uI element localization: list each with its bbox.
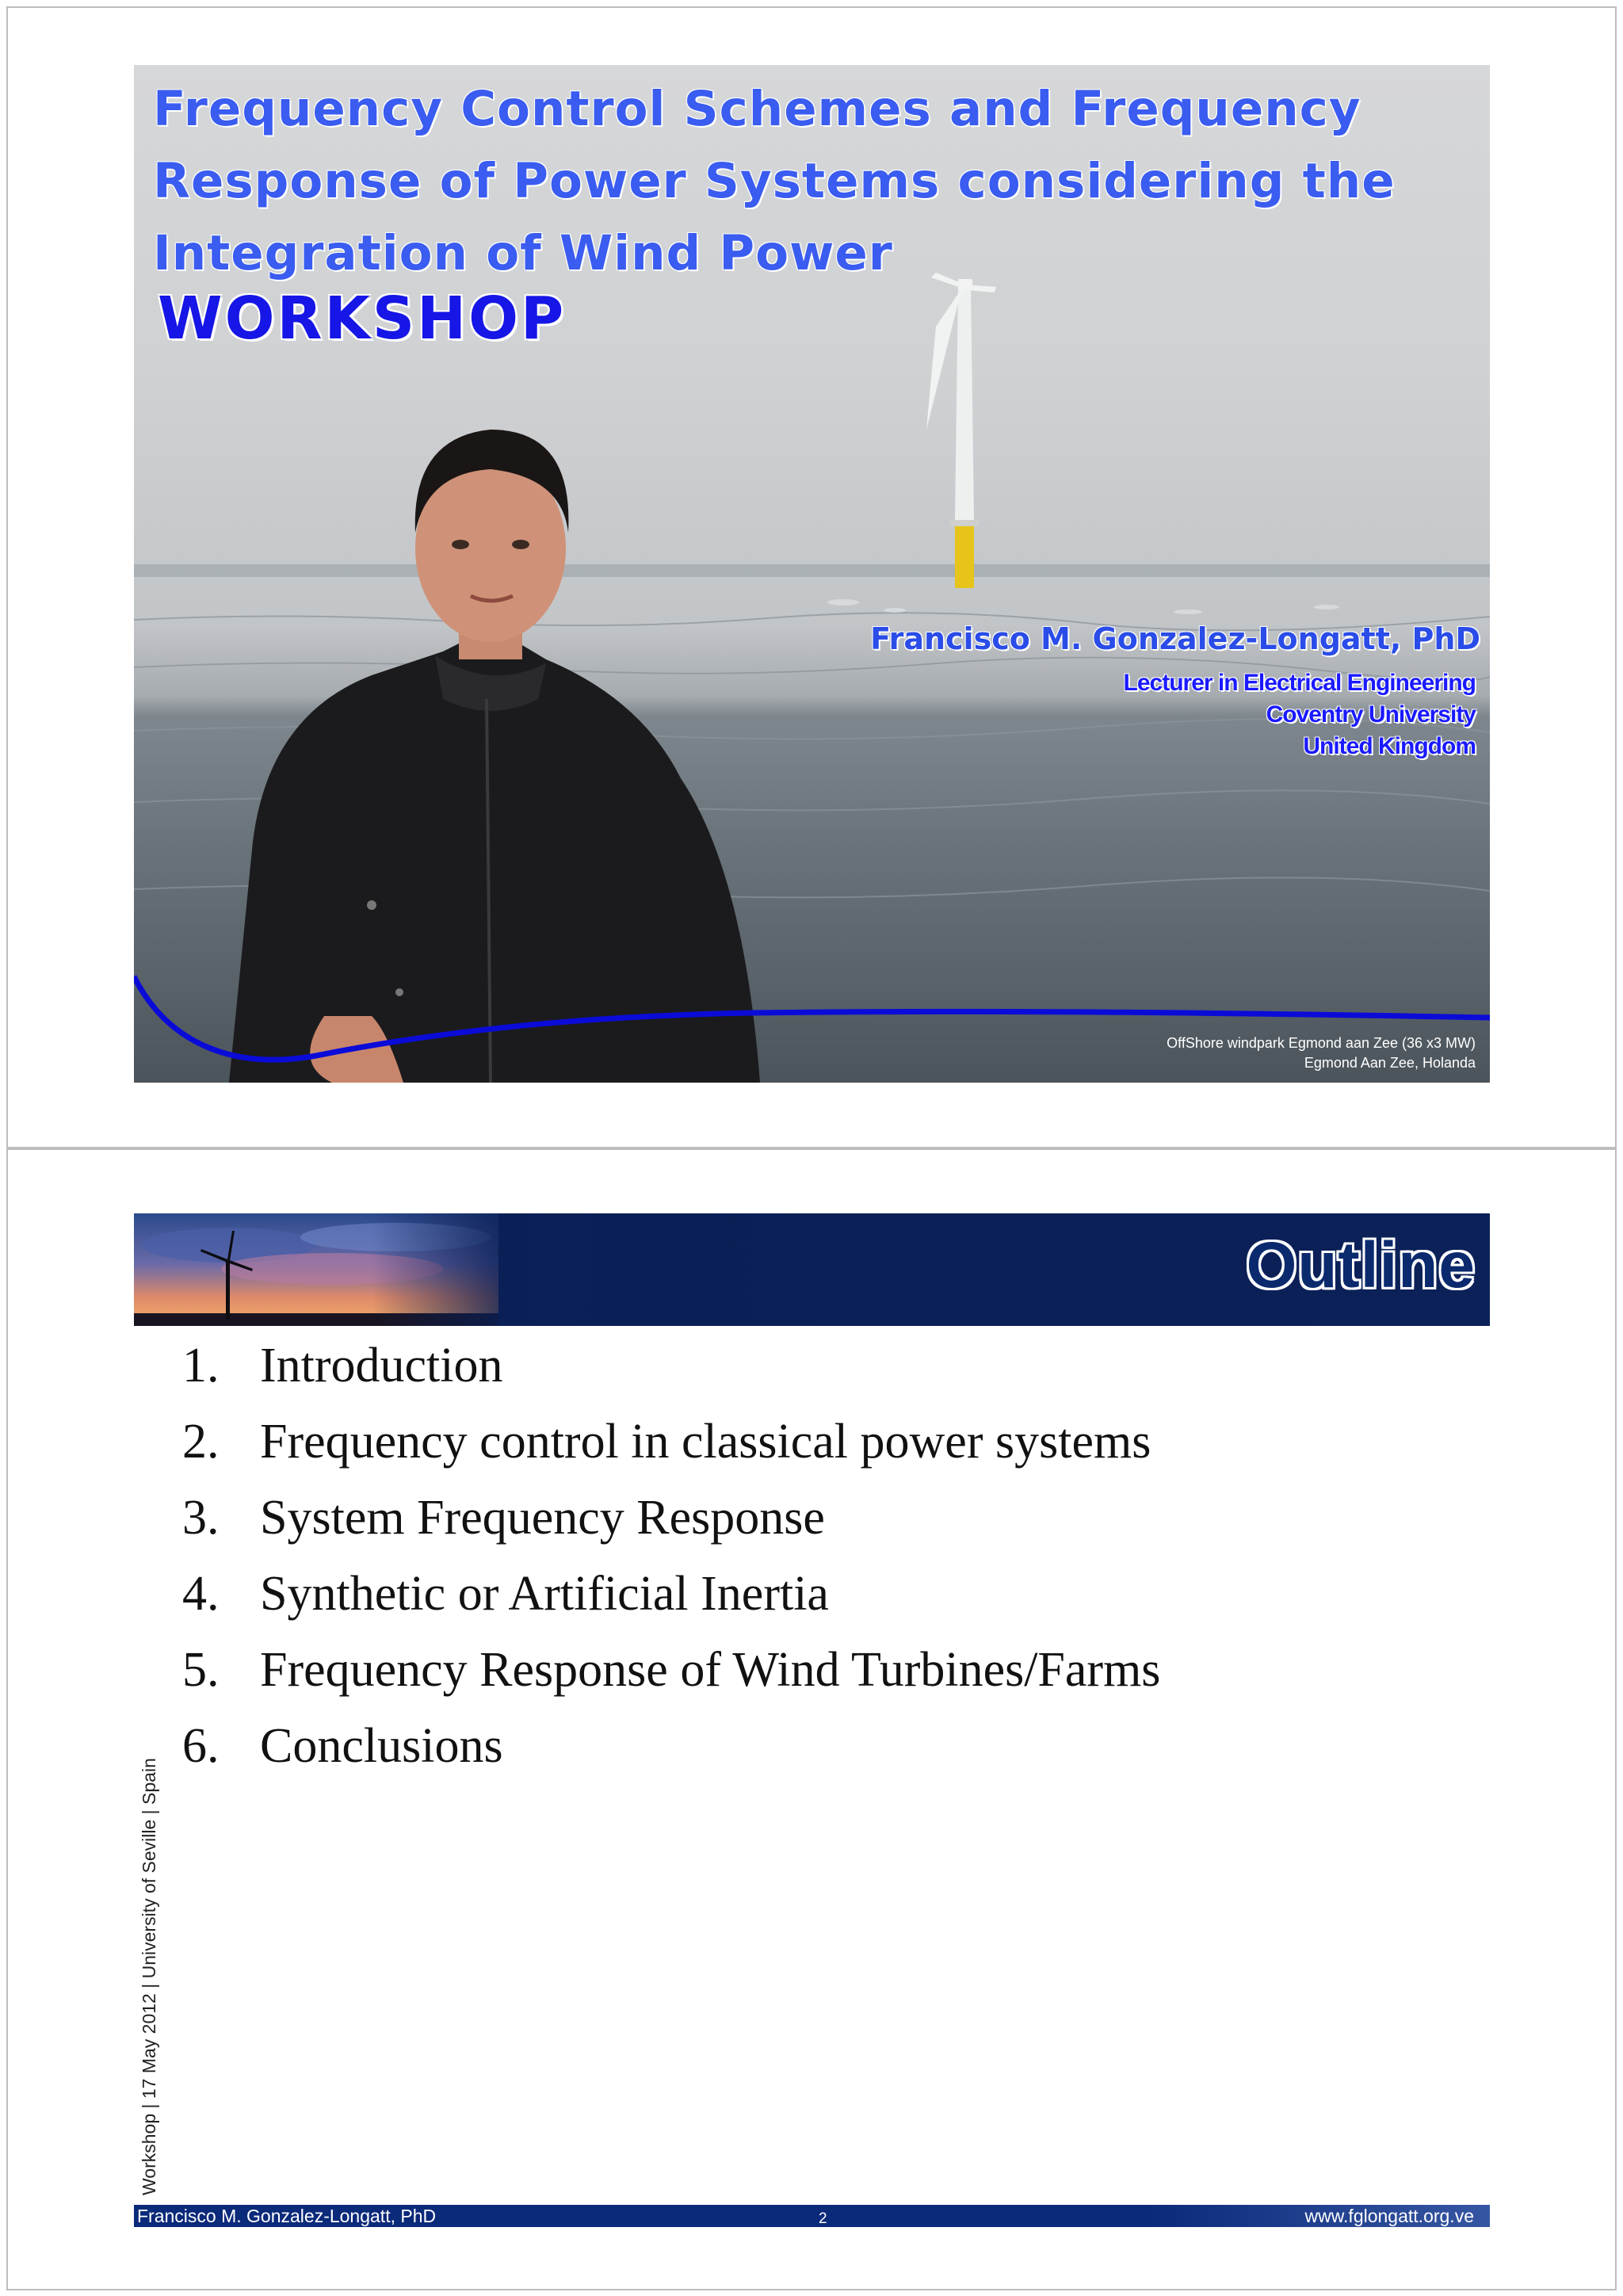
affiliation-country: United Kingdom [1303,733,1476,759]
item-number: 5. [182,1643,220,1697]
footer-author: Francisco M. Gonzalez-Longatt, PhD [137,2206,437,2226]
vertical-sidebar-text: Workshop | 17 May 2012 | University of Seville | Spain [139,1758,159,2195]
affiliation-university: Coventry University [1266,701,1476,728]
caption-line-2: Egmond Aan Zee, Holanda [1304,1055,1476,1071]
outline-item [182,1556,1160,1632]
page-number: 2 [819,2210,827,2227]
photo-caption [1167,1033,1476,1073]
outline-item [182,1708,1160,1784]
outline-item [182,1632,1160,1708]
workshop-heading: WORKSHOP [158,285,567,353]
author-affiliation [1124,667,1476,762]
item-number: 6. [182,1719,220,1773]
presenter-figure [229,430,760,1083]
item-number: 1. [182,1339,220,1392]
affiliation-role: Lecturer in Electrical Engineering [1123,670,1476,696]
title-line-3: Integration of Wind Power [153,225,893,281]
item-text: Synthetic or Artificial Inertia [260,1567,829,1621]
author-name: Francisco M. Gonzalez-Longatt, PhD [870,621,1480,656]
outline-banner [134,1213,1490,1326]
caption-line-1: OffShore windpark Egmond aan Zee (36 x3 MW) [1167,1035,1476,1051]
item-text: Frequency Response of Wind Turbines/Farms [260,1643,1161,1697]
title-line-1: Frequency Control Schemes and Frequency [153,81,1361,137]
item-number: 3. [182,1491,220,1545]
wind-turbine [926,273,996,588]
item-text: Conclusions [260,1719,503,1773]
outline-list [182,1328,1160,1784]
item-text: System Frequency Response [260,1491,825,1545]
slide-1-title [153,73,1484,289]
item-number: 2. [182,1415,220,1469]
item-text: Frequency control in classical power systems [260,1415,1151,1469]
outline-item [182,1480,1160,1556]
item-number: 4. [182,1567,220,1621]
item-text: Introduction [260,1339,503,1392]
outline-item [182,1328,1160,1404]
outline-title: Outline [1246,1229,1476,1301]
footer-url: www.fglongatt.org.ve [1304,2206,1474,2226]
outline-item [182,1404,1160,1480]
footer-bar [134,2205,1490,2227]
slide-1 [134,65,1490,1083]
title-line-2: Response of Power Systems considering the [153,153,1396,209]
